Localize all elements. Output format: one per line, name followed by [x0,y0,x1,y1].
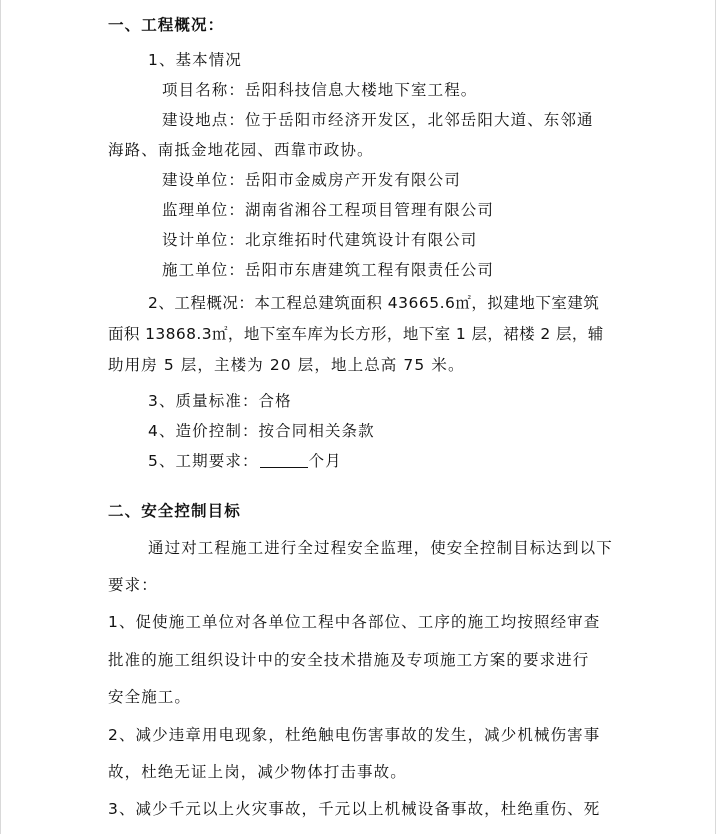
item2-line-2: 故，杜绝无证上岗，减少物体打击事故。 [108,763,407,781]
location-line-2: 海路、南抵金地花园、西靠市政协。 [108,141,374,159]
contractor-unit: 施工单位：岳阳市东唐建筑工程有限责任公司 [162,261,495,279]
item1-line-2: 批准的施工组织设计中的安全技术措施及专项施工方案的要求进行 [108,651,590,669]
intro-line-1: 通过对工程施工进行全过程安全监理，使安全控制目标达到以下 [148,539,613,557]
basic-info-title: 1、基本情况 [148,51,242,69]
overview-line-1: 2、工程概况：本工程总建筑面积 43665.6㎡，拟建地下室建筑 [148,294,600,312]
section1-heading: 一、工程概况： [108,16,225,34]
owner-unit: 建设单位：岳阳市金威房产开发有限公司 [162,171,461,189]
designer-unit: 设计单位：北京维拓时代建筑设计有限公司 [162,231,478,249]
overview-line-2: 面积 13868.3㎡，地下室车库为长方形，地下室 1 层，裙楼 2 层，辅 [108,325,604,343]
quality-standard: 3、质量标准：合格 [148,392,292,410]
item1-line-1: 1、促使施工单位对各单位工程中各部位、工序的施工均按照经审查 [108,613,601,631]
intro-line-2: 要求： [108,576,158,594]
schedule-requirement [148,451,342,471]
project-name: 项目名称：岳阳科技信息大楼地下室工程。 [162,81,478,99]
schedule-prefix: 5、工期要求： [148,452,259,470]
page-left-border [0,0,1,834]
item3-line-1: 3、减少千元以上火灾事故，千元以上机械设备事故，杜绝重伤、死 [108,800,601,818]
item2-line-1: 2、减少违章用电现象，杜绝触电伤害事故的发生，减少机械伤害事 [108,726,601,744]
item1-line-3: 安全施工。 [108,688,192,706]
schedule-suffix: 个月 [308,452,342,470]
overview-line-3: 助用房 5 层，主楼为 20 层，地上总高 75 米。 [108,356,465,374]
supervisor-unit: 监理单位：湖南省湘谷工程项目管理有限公司 [162,201,495,219]
schedule-blank [260,453,308,468]
cost-control: 4、造价控制：按合同相关条款 [148,422,375,440]
location-line-1: 建设地点：位于岳阳市经济开发区，北邻岳阳大道、东邻通 [162,111,594,129]
section2-heading: 二、安全控制目标 [108,502,241,520]
